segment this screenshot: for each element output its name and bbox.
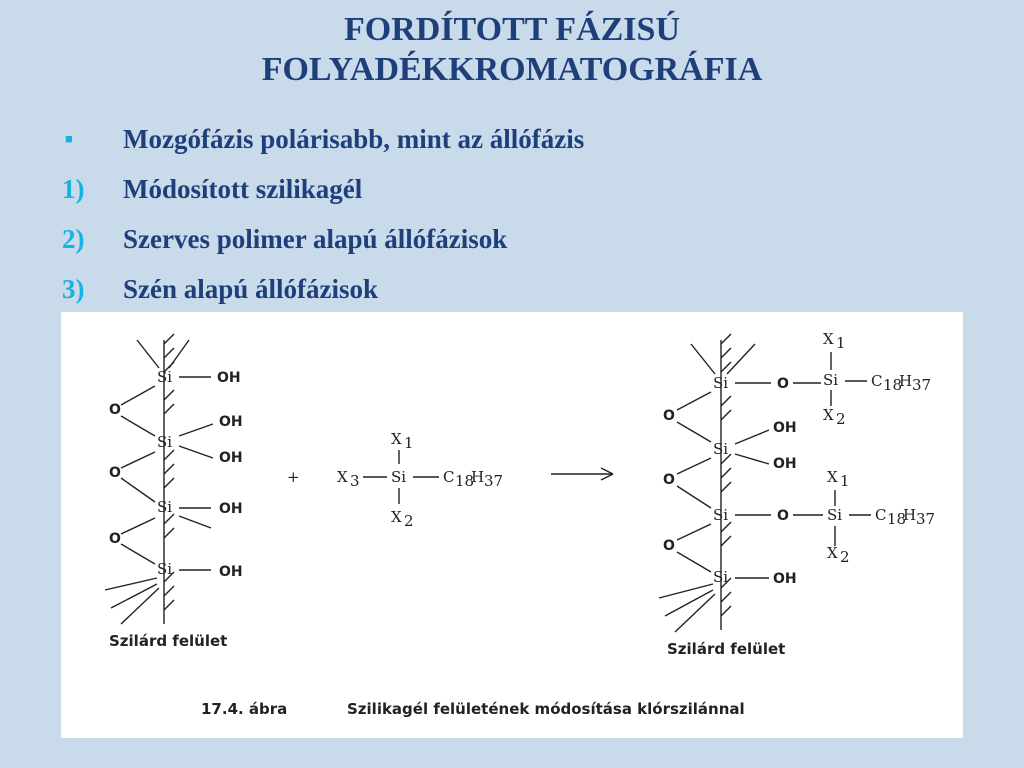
bullet-number: 3) <box>62 274 85 304</box>
si-atom: Si <box>157 560 173 578</box>
bullet-text: Módosított szilikagél <box>123 174 363 204</box>
hydrogen-subscript: 37 <box>484 472 504 490</box>
left-surface <box>105 334 243 650</box>
carbon-label: C <box>871 372 883 390</box>
surface-label: Szilárd felület <box>667 640 786 658</box>
si-atom: Si <box>157 368 173 386</box>
oh-group: OH <box>219 450 243 466</box>
oxygen-bridge: O <box>663 472 675 488</box>
title-line-2: FOLYADÉKKROMATOGRÁFIA <box>261 51 763 88</box>
si-atom: Si <box>713 440 729 458</box>
figure-caption: Szilikagél felületének módosítása klórszilánnal <box>347 700 745 718</box>
x-substituent: X <box>827 544 838 562</box>
bullet-item <box>62 118 962 168</box>
oxygen-bridge: O <box>109 402 121 418</box>
figure-number: 17.4. ábra <box>201 700 288 718</box>
si-atom: Si <box>827 506 843 524</box>
oxygen-linker: O <box>777 376 789 392</box>
hydrogen-label: H <box>899 372 913 390</box>
x-substituent: X <box>391 430 402 448</box>
si-atom: Si <box>823 371 839 389</box>
x-substituent: X <box>827 468 838 486</box>
x-subscript: 2 <box>404 512 414 530</box>
si-atom: Si <box>157 498 173 516</box>
x-subscript: 1 <box>836 334 846 352</box>
oh-group: OH <box>773 571 797 587</box>
oxygen-bridge: O <box>663 408 675 424</box>
oxygen-bridge: O <box>663 538 675 554</box>
x-subscript: 3 <box>350 472 360 490</box>
oh-group: OH <box>217 370 241 386</box>
oh-group: OH <box>219 564 243 580</box>
oxygen-linker: O <box>777 508 789 524</box>
right-surface <box>659 330 935 658</box>
bullet-number: 1) <box>62 174 85 204</box>
surface-label: Szilárd felület <box>109 632 228 650</box>
x-substituent: X <box>337 468 348 486</box>
si-atom: Si <box>157 433 173 451</box>
slide-title <box>0 10 1024 90</box>
reaction-arrow <box>551 468 613 480</box>
bullet-number: 2) <box>62 224 85 254</box>
bullet-text: Szerves polimer alapú állófázisok <box>123 224 508 254</box>
reaction-diagram <box>61 312 963 738</box>
bullet-item <box>62 268 962 318</box>
carbon-label: C <box>443 468 455 486</box>
carbon-subscript: 18 <box>455 472 475 490</box>
bullet-text: Szén alapú állófázisok <box>123 274 379 304</box>
bullet-square-icon: ■ <box>65 131 73 146</box>
x-substituent: X <box>823 406 834 424</box>
carbon-subscript: 18 <box>887 510 907 528</box>
title-line-1: FORDÍTOTT FÁZISÚ <box>344 11 680 48</box>
bullet-text: Mozgófázis polárisabb, mint az állófázis <box>123 124 585 154</box>
chlorosilane-reagent <box>337 430 503 530</box>
carbon-subscript: 18 <box>883 376 903 394</box>
reaction-figure <box>61 312 963 738</box>
si-atom: Si <box>713 506 729 524</box>
x-subscript: 2 <box>840 548 850 566</box>
oxygen-bridge: O <box>109 465 121 481</box>
oh-group: OH <box>219 414 243 430</box>
hydrogen-subscript: 37 <box>912 376 932 394</box>
bullet-list <box>62 118 962 318</box>
si-atom: Si <box>713 374 729 392</box>
x-subscript: 2 <box>836 410 846 428</box>
oxygen-bridge: O <box>109 531 121 547</box>
carbon-label: C <box>875 506 887 524</box>
plus-sign: + <box>287 468 300 486</box>
x-substituent: X <box>823 330 834 348</box>
hydrogen-label: H <box>471 468 485 486</box>
oh-group: OH <box>773 456 797 472</box>
si-atom: Si <box>713 568 729 586</box>
bullet-item <box>62 218 962 268</box>
oh-group: OH <box>773 420 797 436</box>
bullet-item <box>62 168 962 218</box>
x-substituent: X <box>391 508 402 526</box>
x-subscript: 1 <box>404 434 414 452</box>
oh-group: OH <box>219 501 243 517</box>
hydrogen-label: H <box>903 506 917 524</box>
hydrogen-subscript: 37 <box>916 510 936 528</box>
si-atom: Si <box>391 468 407 486</box>
x-subscript: 1 <box>840 472 850 490</box>
